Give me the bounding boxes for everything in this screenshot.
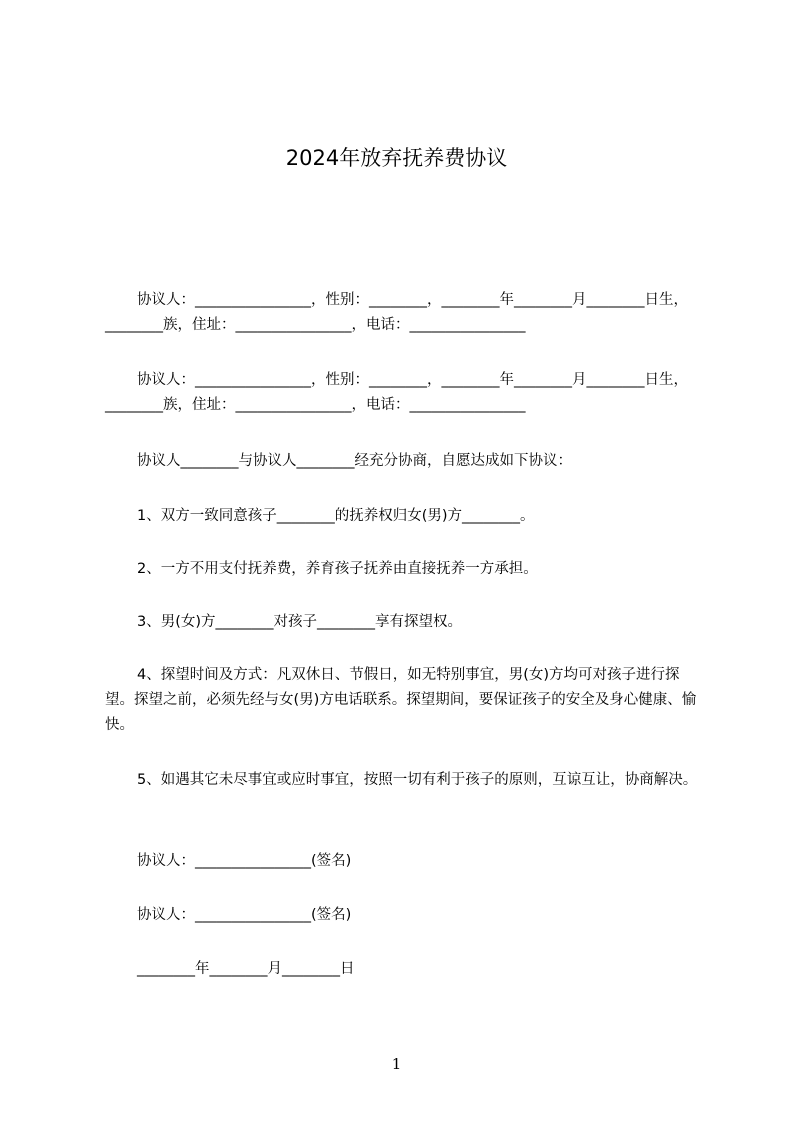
clause-2: 2、一方不用支付抚养费，养育孩子抚养由直接抚养一方承担。: [137, 561, 538, 577]
document-title: 2024年放弃抚养费协议: [285, 146, 508, 170]
party1-info: 协议人：________________，性别：________，________年________月________日生，________族，住址：________________，电话：________________: [105, 292, 688, 333]
party2-info: 协议人：________________，性别：________，________年________月________日生，________族，住址：________________，电话：________________: [105, 372, 688, 413]
signature-line-1: 协议人：________________(签名): [137, 853, 352, 869]
clause-3: 3、男(女)方________对孩子________享有探望权。: [137, 614, 463, 630]
signature-line-2: 协议人：________________(签名): [137, 907, 352, 923]
clause-5: 5、如遇其它未尽事宜或应时事宜，按照一切有利于孩子的原则，互谅互让，协商解决。: [137, 772, 698, 788]
date-line: ________年________月________日: [137, 961, 355, 977]
clause-1: 1、双方一致同意孩子________的抚养权归女(男)方________。: [137, 508, 535, 524]
agreement-intro: 协议人________与协议人________经充分协商，自愿达成如下协议：: [137, 453, 572, 469]
page-number: 1: [391, 1055, 402, 1073]
clause-4: 4、探望时间及方式：凡双休日、节假日，如无特别事宜，男(女)方均可对孩子进行探望。探望之前，必须先经与女(男)方电话联系。探望期间，要保证孩子的安全及身心健康、愉快。: [105, 667, 697, 733]
